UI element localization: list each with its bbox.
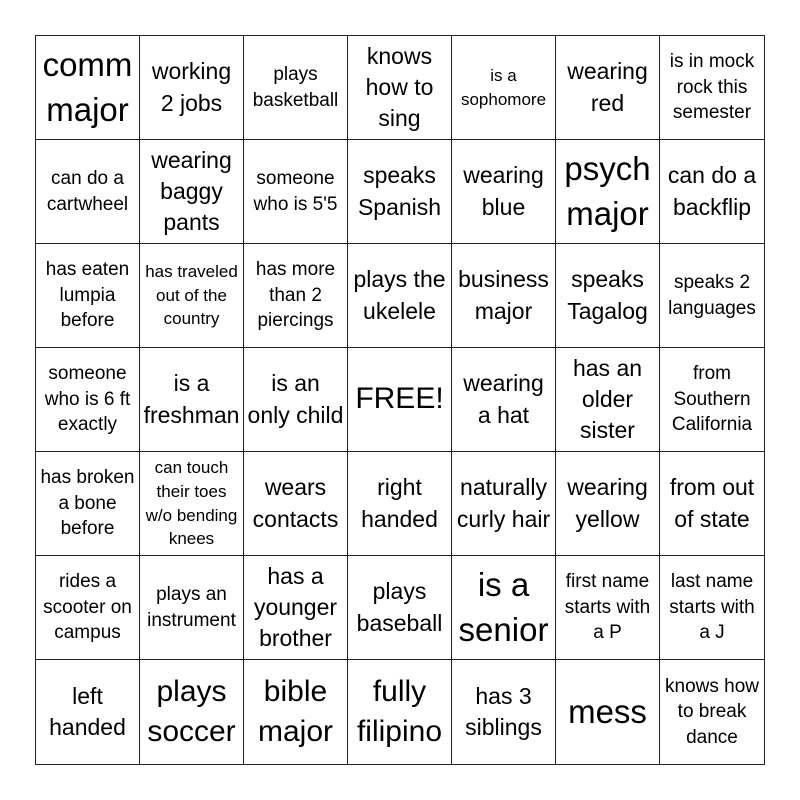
bingo-cell-label: working 2 jobs [151, 58, 232, 116]
bingo-cell-label: wearing a hat [463, 370, 544, 428]
bingo-cell[interactable] [36, 452, 140, 556]
bingo-cell-label: has a younger brother [253, 562, 338, 652]
bingo-cell[interactable] [244, 348, 348, 452]
bingo-cell[interactable] [556, 556, 660, 660]
bingo-cell-label: plays basketball [252, 63, 339, 111]
bingo-cell[interactable] [556, 244, 660, 348]
bingo-cell[interactable] [244, 36, 348, 140]
bingo-cell[interactable] [452, 348, 556, 452]
bingo-cell[interactable] [556, 140, 660, 244]
bingo-cell[interactable] [660, 348, 764, 452]
bingo-cell-label: first name starts with a P [564, 571, 651, 644]
bingo-cell-label: comm major [42, 45, 133, 128]
bingo-cell[interactable] [660, 36, 764, 140]
bingo-cell-label: speaks Tagalog [567, 266, 648, 324]
bingo-cell-label: wearing blue [463, 162, 544, 220]
bingo-cell-label: has 3 siblings [465, 682, 542, 740]
bingo-cell[interactable] [244, 140, 348, 244]
bingo-cell-label: left handed [49, 682, 126, 740]
bingo-cell-label: bible major [257, 674, 333, 748]
bingo-cell-label: is an only child [247, 370, 344, 428]
bingo-cell-label: FREE! [355, 382, 444, 416]
bingo-cell[interactable] [140, 348, 244, 452]
bingo-cell-label: plays soccer [147, 674, 236, 748]
bingo-cell-label: wearing red [567, 58, 648, 116]
bingo-cell-label: has traveled out of the country [145, 261, 238, 329]
bingo-cell-label: wearing yellow [567, 474, 648, 532]
bingo-cell-label: can do a cartwheel [46, 167, 129, 215]
bingo-cell[interactable] [660, 244, 764, 348]
bingo-cell-label: mess [568, 692, 647, 730]
bingo-cell[interactable] [140, 36, 244, 140]
bingo-cell[interactable] [452, 660, 556, 764]
bingo-cell-label: can do a backflip [667, 162, 757, 220]
bingo-cell[interactable] [36, 36, 140, 140]
bingo-cell-label: psych major [564, 149, 651, 232]
bingo-cell[interactable] [660, 452, 764, 556]
bingo-cell-label: from Southern California [671, 363, 753, 436]
bingo-cell[interactable] [36, 556, 140, 660]
bingo-cell-label: naturally curly hair [456, 474, 551, 532]
bingo-cell[interactable] [556, 348, 660, 452]
bingo-board [35, 35, 765, 765]
bingo-cell-label: from out of state [669, 474, 755, 532]
bingo-cell-label: is a sophomore [460, 65, 547, 109]
bingo-cell[interactable] [452, 556, 556, 660]
bingo-cell-label: has an older sister [572, 354, 643, 444]
bingo-cell-label: can touch their toes w/o bending knees [145, 457, 238, 549]
bingo-cell[interactable] [452, 140, 556, 244]
bingo-cell[interactable] [348, 36, 452, 140]
bingo-cell[interactable] [452, 36, 556, 140]
bingo-cell[interactable] [348, 556, 452, 660]
bingo-cell[interactable] [556, 660, 660, 764]
bingo-cell-label: is a freshman [143, 370, 240, 428]
bingo-cell-label: speaks 2 languages [668, 271, 756, 319]
bingo-cell-label: has eaten lumpia before [45, 259, 130, 332]
bingo-cell-label: knows how to sing [365, 42, 434, 132]
bingo-cell-label: rides a scooter on campus [43, 571, 132, 644]
bingo-cell[interactable] [244, 660, 348, 764]
bingo-cell-label: right handed [361, 474, 438, 532]
bingo-cell[interactable] [36, 140, 140, 244]
bingo-cell-label: last name starts with a J [669, 571, 755, 644]
bingo-cell[interactable] [660, 140, 764, 244]
bingo-cell-label: someone who is 5'5 [253, 167, 338, 215]
bingo-cell[interactable] [140, 452, 244, 556]
bingo-cell[interactable] [660, 556, 764, 660]
bingo-cell[interactable] [36, 244, 140, 348]
bingo-cell-label: speaks Spanish [357, 162, 442, 220]
bingo-cell[interactable] [244, 556, 348, 660]
bingo-cell-label: has more than 2 piercings [255, 259, 336, 332]
bingo-cell-label: is a senior [458, 565, 549, 648]
bingo-cell[interactable] [140, 660, 244, 764]
bingo-cell[interactable] [348, 660, 452, 764]
bingo-cell[interactable] [452, 452, 556, 556]
bingo-cell[interactable] [244, 244, 348, 348]
bingo-cell-label: plays the ukelele [353, 266, 446, 324]
bingo-cell-label: business major [458, 266, 549, 324]
bingo-cell[interactable] [348, 140, 452, 244]
bingo-cell[interactable] [348, 452, 452, 556]
bingo-cell-label: plays baseball [356, 578, 443, 636]
bingo-cell[interactable] [556, 36, 660, 140]
bingo-cell[interactable] [36, 660, 140, 764]
bingo-cell[interactable] [36, 348, 140, 452]
bingo-cell-label: plays an instrument [147, 583, 236, 631]
bingo-cell[interactable] [140, 244, 244, 348]
bingo-cell[interactable] [660, 660, 764, 764]
bingo-cell-label: wears contacts [252, 474, 339, 532]
bingo-cell[interactable] [452, 244, 556, 348]
bingo-cell-label: fully filipino [356, 674, 443, 748]
bingo-cell-label: is in mock rock this semester [669, 51, 755, 124]
bingo-cell-label: someone who is 6 ft exactly [44, 363, 131, 436]
bingo-cell-label: has broken a bone before [40, 467, 135, 540]
bingo-cell[interactable] [556, 452, 660, 556]
bingo-cell-label: wearing baggy pants [151, 146, 232, 236]
bingo-cell-label: knows how to break dance [665, 675, 759, 748]
bingo-cell[interactable] [348, 244, 452, 348]
bingo-cell[interactable] [244, 452, 348, 556]
bingo-cell[interactable] [348, 348, 452, 452]
bingo-cell[interactable] [140, 140, 244, 244]
bingo-cell[interactable] [140, 556, 244, 660]
